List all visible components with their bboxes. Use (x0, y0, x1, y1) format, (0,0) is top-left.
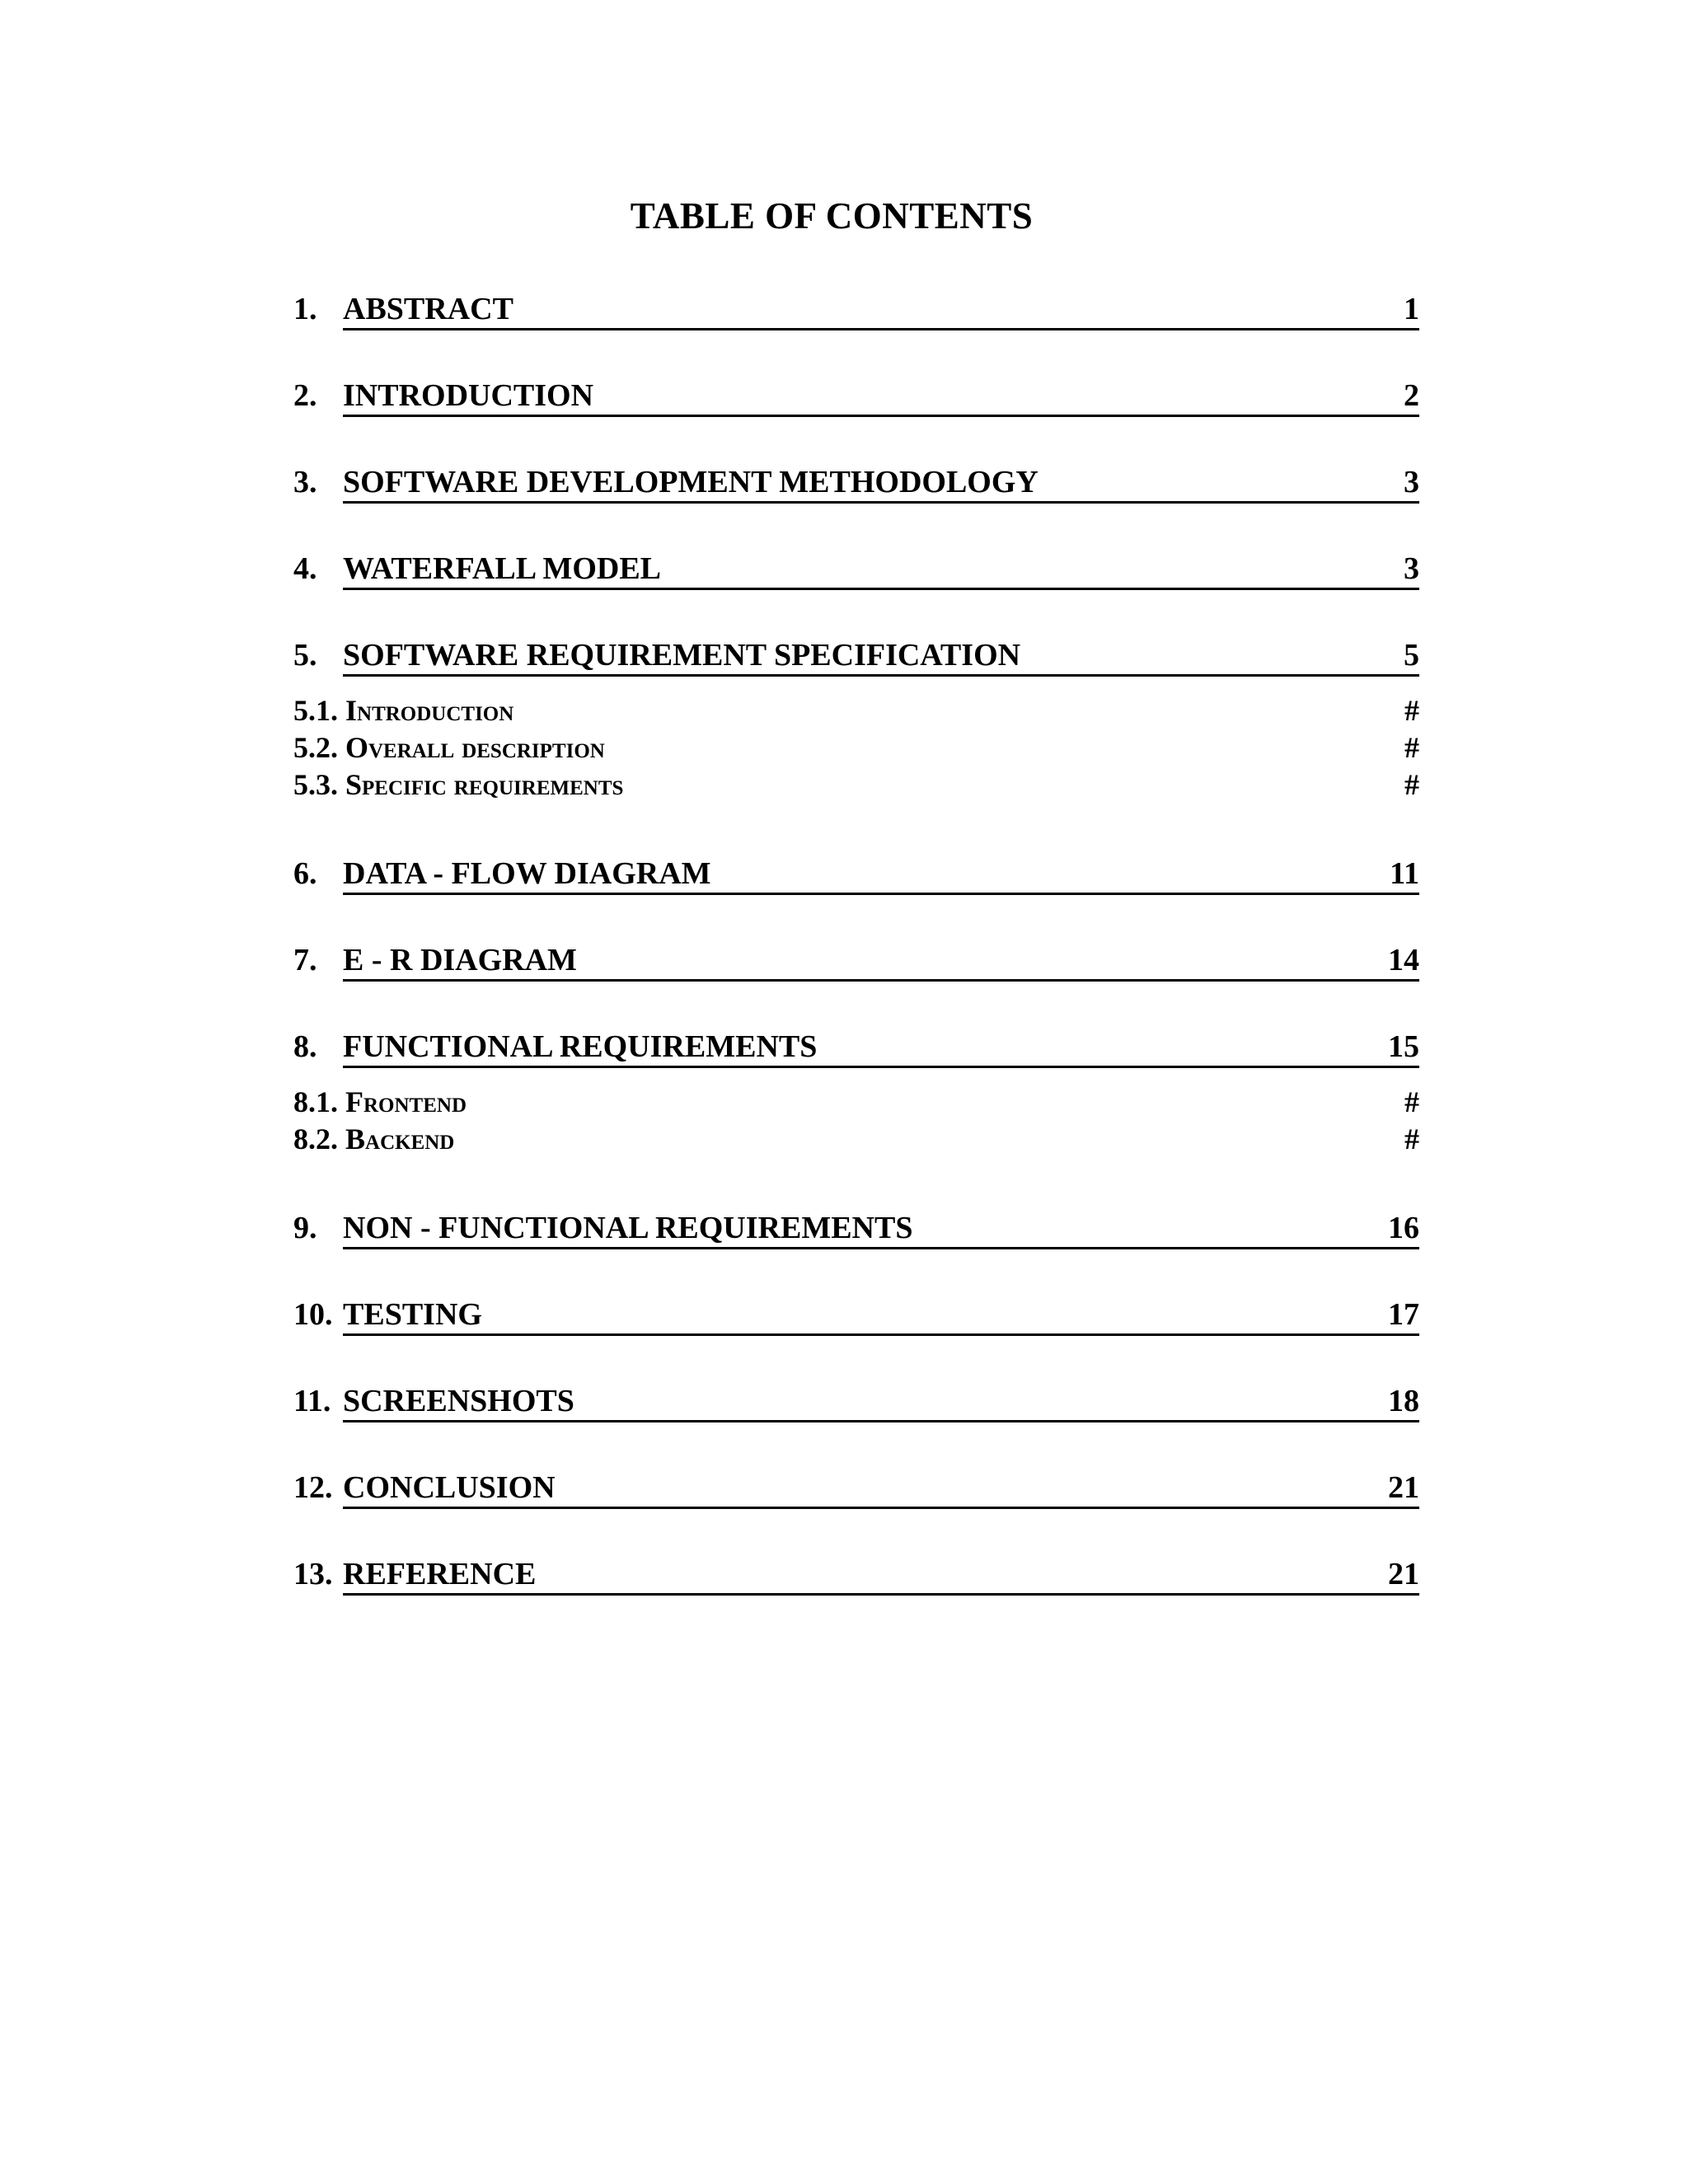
toc-entry-leader (343, 462, 1419, 504)
toc-entry-title: INTRODUCTION (343, 378, 594, 413)
toc-entry-number: 11. (293, 1384, 331, 1418)
toc-entry-title: REFERENCE (343, 1557, 537, 1591)
toc-entry-leader (343, 853, 1419, 895)
toc-entry-title: E - R DIAGRAM (343, 943, 577, 977)
toc-entry-title: DATA - FLOW DIAGRAM (343, 856, 711, 891)
toc-subentry-label: 8.2. Backend (293, 1122, 455, 1155)
toc-entry-title: SOFTWARE DEVELOPMENT METHODOLOGY (343, 465, 1039, 499)
toc-entry-leader (343, 1554, 1419, 1596)
toc-entry-number: 9. (293, 1211, 317, 1245)
toc-subentry-page: # (1404, 1085, 1419, 1118)
toc-entry-page: 17 (1388, 1297, 1419, 1332)
toc-entry-leader (343, 1467, 1419, 1509)
toc-subentry-page: # (1404, 768, 1419, 801)
toc-entry-number: 3. (293, 465, 317, 499)
toc-entry-page: 1 (1404, 292, 1419, 326)
toc-entry-number: 1. (293, 292, 317, 326)
toc-entry-title: ABSTRACT (343, 292, 513, 326)
toc-entry-functional-requirements[interactable] (293, 1026, 1419, 1067)
toc-subentry-page: # (1404, 694, 1419, 727)
toc-entry-title: TESTING (343, 1297, 482, 1332)
toc-entry-testing[interactable] (293, 1294, 1419, 1335)
toc-entry-title: FUNCTIONAL REQUIREMENTS (343, 1029, 818, 1064)
toc-subentry-introduction[interactable] (293, 692, 1419, 729)
toc-entry-title: SOFTWARE REQUIREMENT SPECIFICATION (343, 638, 1021, 673)
toc-entry-leader (343, 288, 1419, 330)
toc-entry-number: 4. (293, 551, 317, 586)
toc-entry-software-requirement-specification[interactable] (293, 635, 1419, 676)
toc-subentry-label: 5.1. Introduction (293, 694, 514, 727)
toc-entry-leader (343, 635, 1419, 677)
toc-entry-page: 3 (1404, 465, 1419, 499)
toc-subentry-page: # (1404, 1122, 1419, 1155)
toc-entry-leader (343, 375, 1419, 417)
toc-entry-page: 21 (1388, 1470, 1419, 1505)
toc-entry-waterfall-model[interactable] (293, 548, 1419, 589)
page-title: TABLE OF CONTENTS (630, 195, 1034, 237)
toc-entry-leader (343, 940, 1419, 982)
toc-entry-number: 12. (293, 1470, 333, 1505)
toc-entry-title: CONCLUSION (343, 1470, 556, 1505)
toc-entry-conclusion[interactable] (293, 1467, 1419, 1508)
toc-subentry-specific-requirements[interactable] (293, 766, 1419, 803)
toc-entry-non-functional-requirements[interactable] (293, 1207, 1419, 1249)
toc-entry-page: 2 (1404, 378, 1419, 413)
toc-entry-leader (343, 1294, 1419, 1336)
toc-entry-page: 5 (1404, 638, 1419, 673)
toc-entry-leader (343, 548, 1419, 590)
toc-entry-title: SCREENSHOTS (343, 1384, 574, 1418)
toc-entry-screenshots[interactable] (293, 1380, 1419, 1422)
toc-entry-number: 10. (293, 1297, 333, 1332)
toc-entry-abstract[interactable] (293, 288, 1419, 330)
toc-entry-software-development-methodology[interactable] (293, 462, 1419, 503)
toc-entry-page: 14 (1388, 943, 1419, 977)
toc-entry-number: 7. (293, 943, 317, 977)
toc-subentry-label: 5.2. Overall description (293, 731, 605, 764)
toc-subentry-overall-description[interactable] (293, 729, 1419, 766)
toc-entry-leader (343, 1380, 1419, 1422)
toc-entry-reference[interactable] (293, 1554, 1419, 1595)
toc-entry-page: 15 (1388, 1029, 1419, 1064)
toc-entry-introduction[interactable] (293, 375, 1419, 416)
toc-subentry-label: 8.1. Frontend (293, 1085, 467, 1118)
toc-entry-page: 16 (1388, 1211, 1419, 1245)
toc-entry-title: NON - FUNCTIONAL REQUIREMENTS (343, 1211, 913, 1245)
toc-entry-leader (343, 1207, 1419, 1249)
toc-entry-page: 11 (1390, 856, 1419, 891)
toc-subentry-backend[interactable] (293, 1121, 1419, 1157)
toc-subentry-label: 5.3. Specific requirements (293, 768, 624, 801)
toc-entry-page: 21 (1388, 1557, 1419, 1591)
toc-entry-number: 8. (293, 1029, 317, 1064)
toc-entry-leader (343, 1026, 1419, 1068)
toc-subentry-frontend[interactable] (293, 1084, 1419, 1120)
toc-entry-number: 2. (293, 378, 317, 413)
toc-entry-number: 5. (293, 638, 317, 673)
toc-entry-title: WATERFALL MODEL (343, 551, 662, 586)
toc-entry-number: 13. (293, 1557, 333, 1591)
toc-subentry-page: # (1404, 731, 1419, 764)
toc-entry-data-flow-diagram[interactable] (293, 853, 1419, 894)
toc-entry-page: 18 (1388, 1384, 1419, 1418)
toc-entry-number: 6. (293, 856, 317, 891)
toc-entry-er-diagram[interactable] (293, 940, 1419, 981)
toc-entry-page: 3 (1404, 551, 1419, 586)
